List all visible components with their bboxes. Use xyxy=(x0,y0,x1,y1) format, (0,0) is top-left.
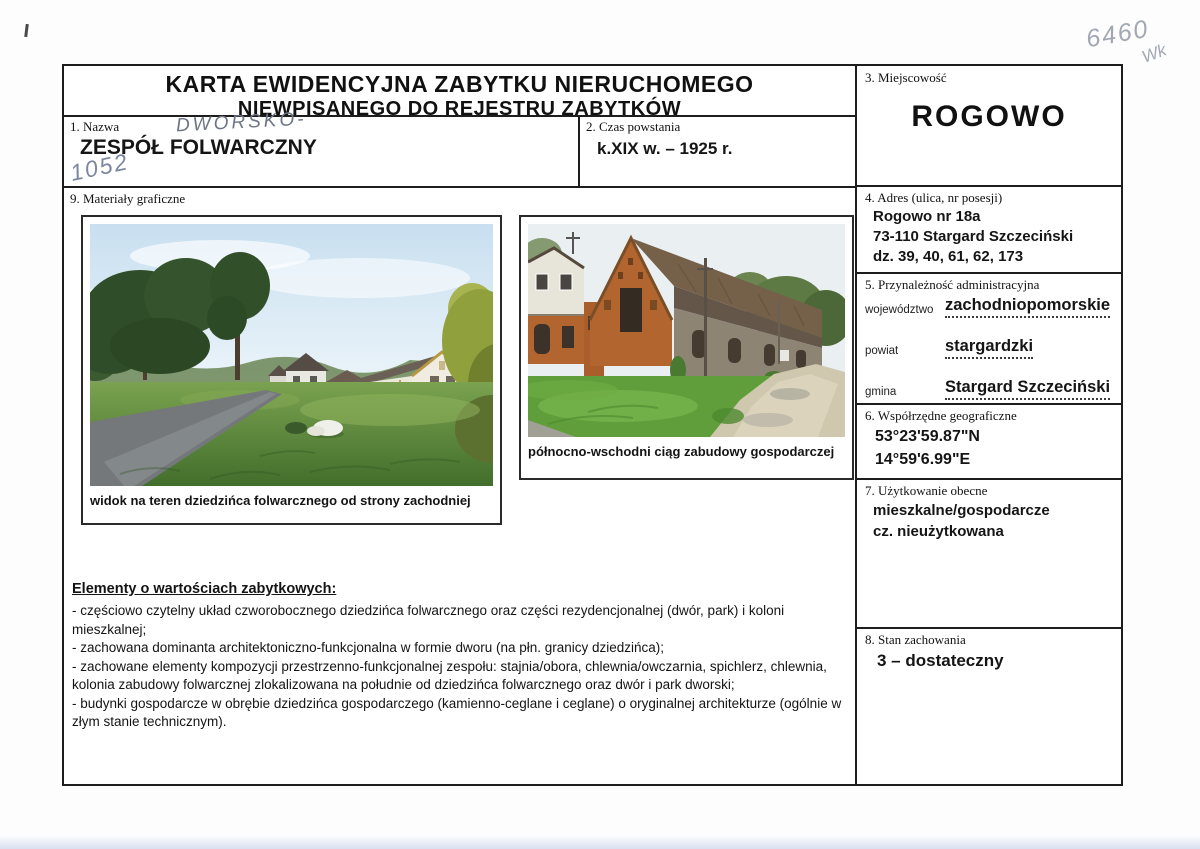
photo-west-view xyxy=(90,224,493,486)
admin-key-voivodeship: województwo xyxy=(865,304,934,316)
heritage-record-card xyxy=(62,64,1123,786)
usage-line-1: mieszkalne/gospodarcze xyxy=(873,502,1050,519)
card-title-line2: NIEWPISANEGO DO REJESTRU ZABYTKÓW xyxy=(237,98,682,120)
scan-edge-shadow xyxy=(0,835,1200,849)
heritage-element-item: - częściowo czytelny układ czworobocznego dziedzińca folwarcznego oraz części rezydencjonalnej (dwór, park) i koloni mieszkalnej; xyxy=(72,603,785,637)
field-value-time: k.XIX w. – 1925 r. xyxy=(597,139,733,158)
heritage-element-item: - zachowane elementy kompozycji przestrzenno-funkcjonalnej zespołu: stajnia/obora, chlewnia/owczarnia, spichlerz, chlewnia, kolonia zabudowy folwarcznej zlokalizowana na południe od dziedzińca folwarcznego oraz dwór i park dworski; xyxy=(72,658,827,692)
coord-latitude: 53°23'59.87"N xyxy=(875,428,980,445)
admin-value-county: stargardzki xyxy=(945,337,1033,359)
divider-usage-condition xyxy=(857,627,1121,629)
divider-name-time xyxy=(578,115,580,188)
divider-address-admin xyxy=(857,272,1121,274)
divider-place-address xyxy=(857,185,1121,187)
handwritten-corner-initials: Wk xyxy=(1139,40,1169,67)
usage-line-2: cz. nieużytkowana xyxy=(873,523,1004,540)
handwritten-inventory-number: 1052 xyxy=(67,148,132,186)
heritage-elements-heading: Elementy o wartościach zabytkowych: xyxy=(72,581,337,597)
card-title xyxy=(64,71,855,121)
address-line-3: dz. 39, 40, 61, 62, 173 xyxy=(873,248,1024,265)
admin-row-county xyxy=(865,337,1115,359)
address-line-1: Rogowo nr 18a xyxy=(873,208,981,225)
field-label-address: 4. Adres (ulica, nr posesji) xyxy=(865,190,1003,205)
field-label-usage: 7. Użytkowanie obecne xyxy=(865,483,988,498)
photo-northeast-buildings xyxy=(528,224,845,437)
coord-longitude: 14°59'6.99"E xyxy=(875,451,971,468)
field-value-place: ROGOWO xyxy=(911,100,1067,133)
handwritten-name-prefix: DWORSKO- xyxy=(175,108,308,137)
field-value-condition: 3 – dostateczny xyxy=(877,651,1004,670)
admin-key-county: powiat xyxy=(865,345,899,357)
heritage-elements-section xyxy=(72,581,851,732)
admin-value-commune: Stargard Szczeciński xyxy=(945,378,1110,400)
photo-frame-west-view xyxy=(81,215,502,525)
field-label-admin: 5. Przynależność administracyjna xyxy=(865,277,1040,292)
admin-row-voivodeship xyxy=(865,296,1115,318)
field-label-name: 1. Nazwa xyxy=(70,119,120,134)
field-label-time: 2. Czas powstania xyxy=(586,119,681,134)
field-label-coords: 6. Współrzędne geograficzne xyxy=(865,408,1017,423)
photo-frame-northeast-buildings xyxy=(519,215,854,480)
photo-caption-west-view: widok na teren dziedzińca folwarcznego od strony zachodniej xyxy=(90,493,471,508)
admin-key-commune: gmina xyxy=(865,386,897,398)
heritage-element-item: - zachowana dominanta architektoniczno-funkcjonalna w formie dworu (na płn. granicy dziedzińca); xyxy=(72,640,665,655)
heritage-element-item: - budynki gospodarcze w obrębie dziedzińca gospodarczego (kamienno-ceglane i ceglane) o oryginalnej architekturze (ogólnie w złym stanie technicznym). xyxy=(72,695,842,729)
address-line-2: 73-110 Stargard Szczeciński xyxy=(873,228,1074,245)
admin-value-voivodeship: zachodniopomorskie xyxy=(945,296,1110,318)
divider-columns xyxy=(855,66,857,784)
divider-coords-usage xyxy=(857,478,1121,480)
field-label-place: 3. Miejscowość xyxy=(865,70,947,85)
admin-rows xyxy=(865,296,1115,419)
field-value-coords xyxy=(875,425,980,471)
field-value-address xyxy=(873,207,1073,267)
admin-row-commune xyxy=(865,378,1115,400)
field-label-condition: 8. Stan zachowania xyxy=(865,632,966,647)
card-title-line1: KARTA EWIDENCYJNA ZABYTKU NIERUCHOMEGO xyxy=(165,71,754,97)
field-value-usage xyxy=(873,500,1050,542)
field-value-name: ZESPÓŁ FOLWARCZNY xyxy=(80,136,317,159)
divider-row1 xyxy=(64,186,855,188)
photo-caption-northeast-buildings: północno-wschodni ciąg zabudowy gospodarczej xyxy=(528,444,835,459)
scan-artifact-mark xyxy=(24,24,29,37)
field-label-graphics: 9. Materiały graficzne xyxy=(70,191,186,206)
handwritten-corner-number: 6460 xyxy=(1083,14,1152,54)
